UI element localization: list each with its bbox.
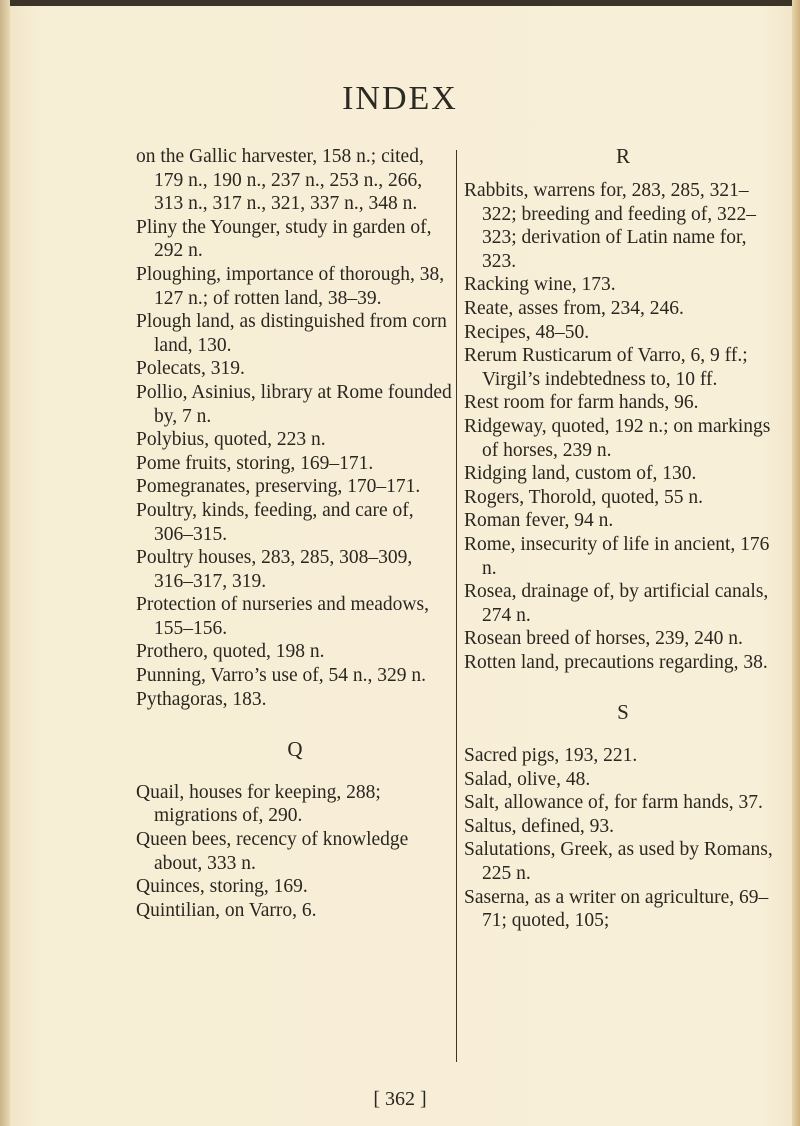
index-entry: Ploughing, importance of thorough, 38, 127 n.; of rotten land, 38–39.: [136, 263, 445, 309]
index-entry: Plough land, as distinguished from corn land, 130.: [136, 311, 447, 356]
section-letter-q: Q: [287, 737, 303, 762]
index-entry: Salad, olive, 48.: [464, 768, 591, 790]
index-entry: Salutations, Greek, as used by Romans, 225 n.: [464, 839, 773, 885]
index-entry: Ridging land, custom of, 130.: [464, 463, 697, 485]
index-entry: Punning, Varro’s use of, 54 n., 329 n.: [136, 665, 426, 687]
index-entry: Ridgeway, quoted, 192 n.; on markings of horses, 239 n.: [464, 415, 771, 461]
index-entry: Pollio, Asinius, library at Rome founded by, 7 n.: [136, 381, 452, 427]
index-entry: Pomegranates, preserving, 170–171.: [136, 476, 421, 498]
index-entry: Pythagoras, 183.: [136, 688, 267, 710]
index-entry: Rotten land, precautions regarding, 38.: [464, 651, 768, 673]
index-entry: Roman fever, 94 n.: [464, 510, 614, 532]
index-entry: Polecats, 319.: [136, 358, 245, 380]
index-entry: Poultry houses, 283, 285, 308–309, 316–317, 319.: [136, 547, 413, 592]
index-entry: Rome, insecurity of life in ancient, 176 n.: [464, 533, 770, 579]
index-entry: Polybius, quoted, 223 n.: [136, 429, 326, 451]
index-entry: Reate, asses from, 234, 246.: [464, 297, 684, 319]
index-entry: Racking wine, 173.: [464, 274, 616, 296]
index-entry: Poultry, kinds, feeding, and care of, 306–315.: [136, 499, 414, 545]
top-edge-band: [0, 0, 800, 6]
index-column-right: [464, 145, 782, 933]
index-entry: Rogers, Thorold, quoted, 55 n.: [464, 486, 704, 508]
index-entry: Rosea, drainage of, by artificial canals, 274 n.: [464, 581, 769, 626]
index-entry: Recipes, 48–50.: [464, 321, 590, 343]
page-number: [ 362 ]: [373, 1088, 427, 1110]
index-entry: Queen bees, recency of knowledge about, 333 n.: [136, 829, 409, 874]
index-column-left: [136, 145, 454, 922]
index-entry: Pliny the Younger, study in garden of, 292 n.: [136, 216, 432, 262]
index-entry: Quinces, storing, 169.: [136, 876, 308, 898]
index-entry: Rerum Rusticarum of Varro, 6, 9 ff.; Virgil’s indebtedness to, 10 ff.: [464, 345, 748, 390]
index-entry: Rosean breed of horses, 239, 240 n.: [464, 628, 743, 650]
index-entry: Rabbits, warrens for, 283, 285, 321–322; breeding and feeding of, 322–323; derivation of Latin name for, 323.: [464, 180, 757, 272]
index-entry: Saserna, as a writer on agriculture, 69–71; quoted, 105;: [464, 886, 769, 932]
index-entry: Quail, houses for keeping, 288; migrations of, 290.: [136, 781, 381, 827]
index-entry: Pome fruits, storing, 169–171.: [136, 452, 374, 474]
page-fore-edge: [792, 0, 800, 1126]
section-letter-s: S: [617, 700, 629, 725]
index-entry: Prothero, quoted, 198 n.: [136, 641, 325, 663]
section-letter-r: R: [615, 144, 630, 168]
index-entry: on the Gallic harvester, 158 n.; cited, 179 n., 190 n., 237 n., 253 n., 266, 313 n., 317 n., 321, 337 n., 348 n.: [136, 146, 424, 215]
page-title: INDEX: [342, 80, 458, 117]
index-entry: Rest room for farm hands, 96.: [464, 392, 699, 414]
index-entry: Salt, allowance of, for farm hands, 37.: [464, 792, 763, 814]
index-entry: Protection of nurseries and meadows, 155–156.: [136, 594, 429, 639]
page-spine-shadow: [0, 0, 10, 1126]
index-entry: Quintilian, on Varro, 6.: [136, 899, 317, 921]
index-entry: Sacred pigs, 193, 221.: [464, 745, 638, 767]
column-divider: [456, 150, 457, 1062]
index-entry: Saltus, defined, 93.: [464, 815, 615, 837]
